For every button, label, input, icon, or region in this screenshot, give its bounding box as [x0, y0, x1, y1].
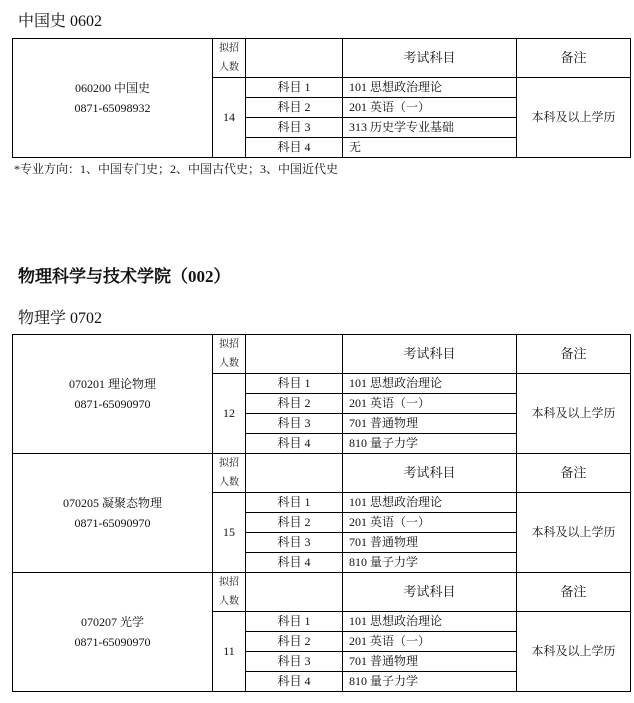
exam-subjects-header: 考试科目	[343, 335, 517, 374]
program-cell	[13, 39, 213, 158]
enrollment-count: 12	[213, 374, 246, 454]
subject-value: 810 量子力学	[343, 553, 517, 573]
subject-label: 科目 4	[246, 434, 343, 454]
header-row	[13, 454, 631, 493]
remark-header: 备注	[517, 39, 631, 78]
subject-value: 701 普通物理	[343, 414, 517, 434]
subject-value: 无	[343, 138, 517, 158]
blank-header	[246, 454, 343, 493]
header-row	[13, 39, 631, 78]
contact-phone: 0871-65090970	[74, 635, 151, 649]
program-code-name: 070201 理论物理	[68, 376, 156, 391]
program-cell	[13, 335, 213, 454]
enrollment-count: 14	[213, 78, 246, 158]
count-header: 拟招人数	[213, 335, 246, 374]
remark-value: 本科及以上学历	[517, 78, 631, 158]
subject-label: 科目 2	[246, 632, 343, 652]
subject-value: 313 历史学专业基础	[343, 118, 517, 138]
contact-phone: 0871-65098932	[74, 101, 151, 115]
subject-label: 科目 4	[246, 553, 343, 573]
subject-label: 科目 3	[246, 414, 343, 434]
remark-value: 本科及以上学历	[517, 612, 631, 692]
program-code-name: 070207 光学	[80, 614, 144, 629]
remark-value: 本科及以上学历	[517, 374, 631, 454]
enrollment-count: 15	[213, 493, 246, 573]
subject-value: 201 英语（一）	[343, 513, 517, 533]
subject-label: 科目 1	[246, 493, 343, 513]
subject-value: 201 英语（一）	[343, 632, 517, 652]
subject-value: 701 普通物理	[343, 652, 517, 672]
enrollment-count: 11	[213, 612, 246, 692]
subject-value: 201 英语（一）	[343, 394, 517, 414]
header-row	[13, 573, 631, 612]
program-code-name: 070205 凝聚态物理	[62, 495, 162, 510]
blank-header	[246, 39, 343, 78]
subject-label: 科目 1	[246, 374, 343, 394]
subject-value: 701 普通物理	[343, 533, 517, 553]
specialization-note: *专业方向：1、中国专门史；2、中国古代史；3、中国近代史	[14, 162, 339, 176]
program-cell	[13, 573, 213, 692]
subject-value: 810 量子力学	[343, 672, 517, 692]
subject-label: 科目 4	[246, 138, 343, 158]
subject-label: 科目 1	[246, 612, 343, 632]
remark-header: 备注	[517, 335, 631, 374]
subject-label: 科目 3	[246, 533, 343, 553]
contact-phone: 0871-65090970	[74, 516, 151, 530]
contact-phone: 0871-65090970	[74, 397, 151, 411]
subject-label: 科目 2	[246, 513, 343, 533]
blank-header	[246, 335, 343, 374]
subject-label: 科目 1	[246, 78, 343, 98]
subject-label: 科目 3	[246, 652, 343, 672]
header-row	[13, 335, 631, 374]
program-code-name: 060200 中国史	[74, 80, 150, 95]
subject-label: 科目 2	[246, 394, 343, 414]
exam-subjects-header: 考试科目	[343, 573, 517, 612]
subject-value: 101 思想政治理论	[343, 493, 517, 513]
count-header: 拟招人数	[213, 454, 246, 493]
section-title-chinese-history: 中国史 0602	[18, 13, 103, 30]
remark-value: 本科及以上学历	[517, 493, 631, 573]
subject-label: 科目 3	[246, 118, 343, 138]
program-table	[12, 38, 631, 158]
program-cell	[13, 454, 213, 573]
subject-value: 101 思想政治理论	[343, 78, 517, 98]
exam-subjects-header: 考试科目	[343, 454, 517, 493]
college-title: 物理科学与技术学院（002）	[18, 267, 231, 286]
exam-subjects-header: 考试科目	[343, 39, 517, 78]
subject-value: 810 量子力学	[343, 434, 517, 454]
program-table	[12, 334, 631, 692]
subject-value: 101 思想政治理论	[343, 612, 517, 632]
subject-value: 101 思想政治理论	[343, 374, 517, 394]
remark-header: 备注	[517, 573, 631, 612]
subject-value: 201 英语（一）	[343, 98, 517, 118]
count-header: 拟招人数	[213, 39, 246, 78]
count-header: 拟招人数	[213, 573, 246, 612]
remark-header: 备注	[517, 454, 631, 493]
subject-label: 科目 4	[246, 672, 343, 692]
section-title-physics: 物理学 0702	[18, 310, 103, 327]
subject-label: 科目 2	[246, 98, 343, 118]
blank-header	[246, 573, 343, 612]
